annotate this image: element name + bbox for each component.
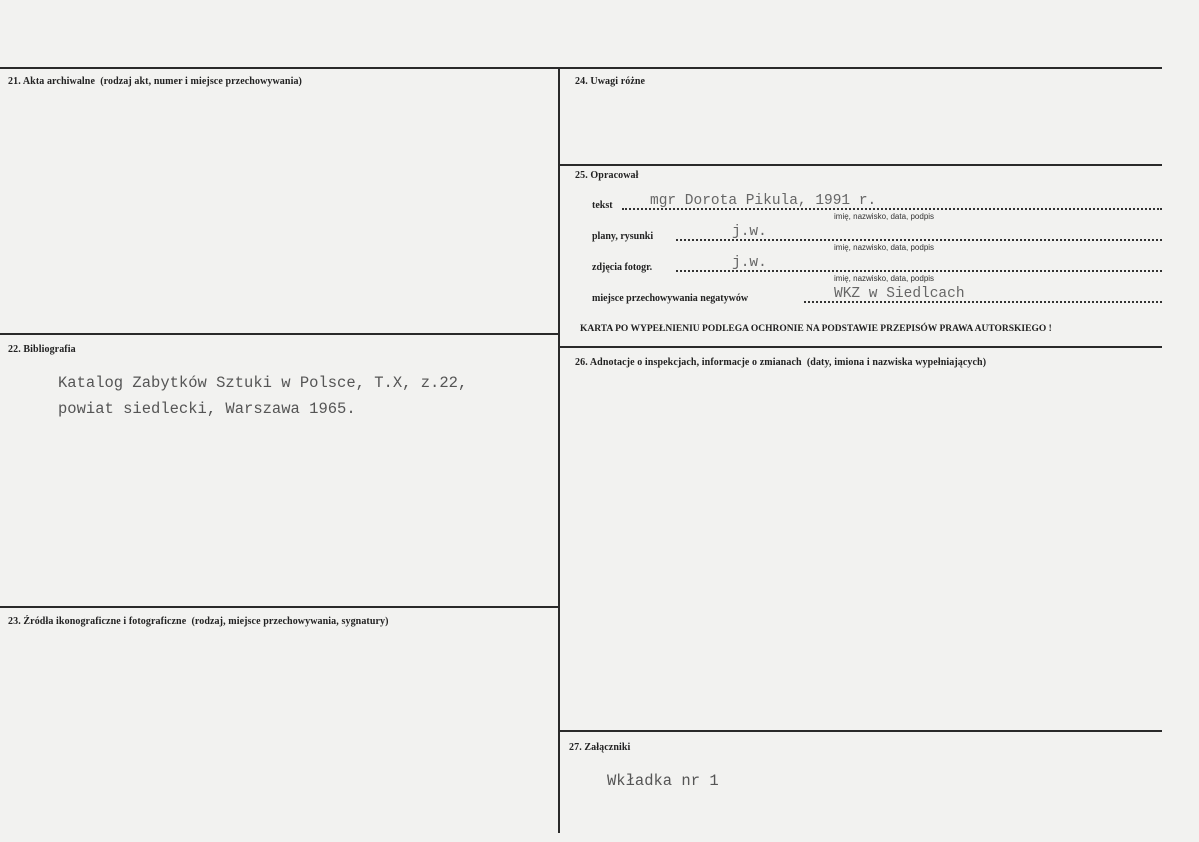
section-25-title: 25. Opracował	[575, 170, 639, 181]
section-26-subtitle: (daty, imiona i nazwiska wypełniających)	[806, 357, 987, 368]
bibliography-line-1: Katalog Zabytków Sztuki w Polsce, T.X, z.22,	[58, 374, 468, 392]
section-27-title: 27. Załączniki	[569, 742, 631, 753]
rule-25-26	[558, 346, 1162, 348]
field-tekst-hint: imię, nazwisko, data, podpis	[834, 212, 935, 221]
field-tekst-value: mgr Dorota Pikula, 1991 r.	[650, 193, 877, 209]
copyright-notice: KARTA PO WYPEŁNIENIU PODLEGA OCHRONIE NA PODSTAWIE PRZEPISÓW PRAWA AUTORSKIEGO !	[580, 324, 1052, 334]
section-21-subtitle: (rodzaj akt, numer i miejsce przechowywania)	[100, 76, 302, 87]
section-22-title: 22. Bibliografia	[8, 344, 76, 355]
section-21-label	[8, 76, 302, 87]
field-negatywy	[592, 288, 1162, 306]
center-divider	[558, 67, 560, 833]
section-25-label	[575, 170, 639, 181]
section-27-label	[569, 742, 630, 753]
field-zdjecia	[592, 255, 1162, 283]
field-negatywy-label: miejsce przechowywania negatywów	[592, 293, 749, 304]
section-26-title: 26. Adnotacje o inspekcjach, informacje o zmianach	[575, 357, 802, 368]
field-plany-label: plany, rysunki	[592, 231, 654, 242]
section-22-label	[8, 344, 76, 355]
field-negatywy-value: WKZ w Siedlcach	[834, 286, 965, 302]
field-plany	[592, 224, 1162, 252]
section-24-title: 24. Uwagi różne	[575, 76, 646, 87]
field-tekst-label: tekst	[592, 200, 613, 211]
rule-26-27	[558, 730, 1162, 732]
field-zdjecia-label: zdjęcia fotogr.	[592, 262, 653, 273]
bibliography-line-2: powiat siedlecki, Warszawa 1965.	[58, 400, 356, 418]
field-tekst	[592, 193, 1162, 221]
section-23-subtitle: (rodzaj, miejsce przechowywania, sygnatury)	[191, 616, 389, 627]
attachments-value: Wkładka nr 1	[607, 772, 719, 790]
rule-22-23	[0, 606, 559, 608]
section-21-title: 21. Akta archiwalne	[8, 76, 95, 87]
field-zdjecia-value: j.w.	[732, 255, 767, 271]
section-26-label	[575, 357, 986, 368]
section-23-title: 23. Źródła ikonograficzne i fotograficzne	[8, 616, 187, 627]
field-zdjecia-hint: imię, nazwisko, data, podpis	[834, 274, 935, 283]
rule-21-22	[0, 333, 559, 335]
rule-24-25	[558, 164, 1162, 166]
field-plany-hint: imię, nazwisko, data, podpis	[834, 243, 935, 252]
field-plany-value: j.w.	[732, 224, 767, 240]
section-23-label	[8, 616, 389, 627]
top-rule	[0, 67, 1162, 69]
section-24-label	[575, 76, 645, 87]
